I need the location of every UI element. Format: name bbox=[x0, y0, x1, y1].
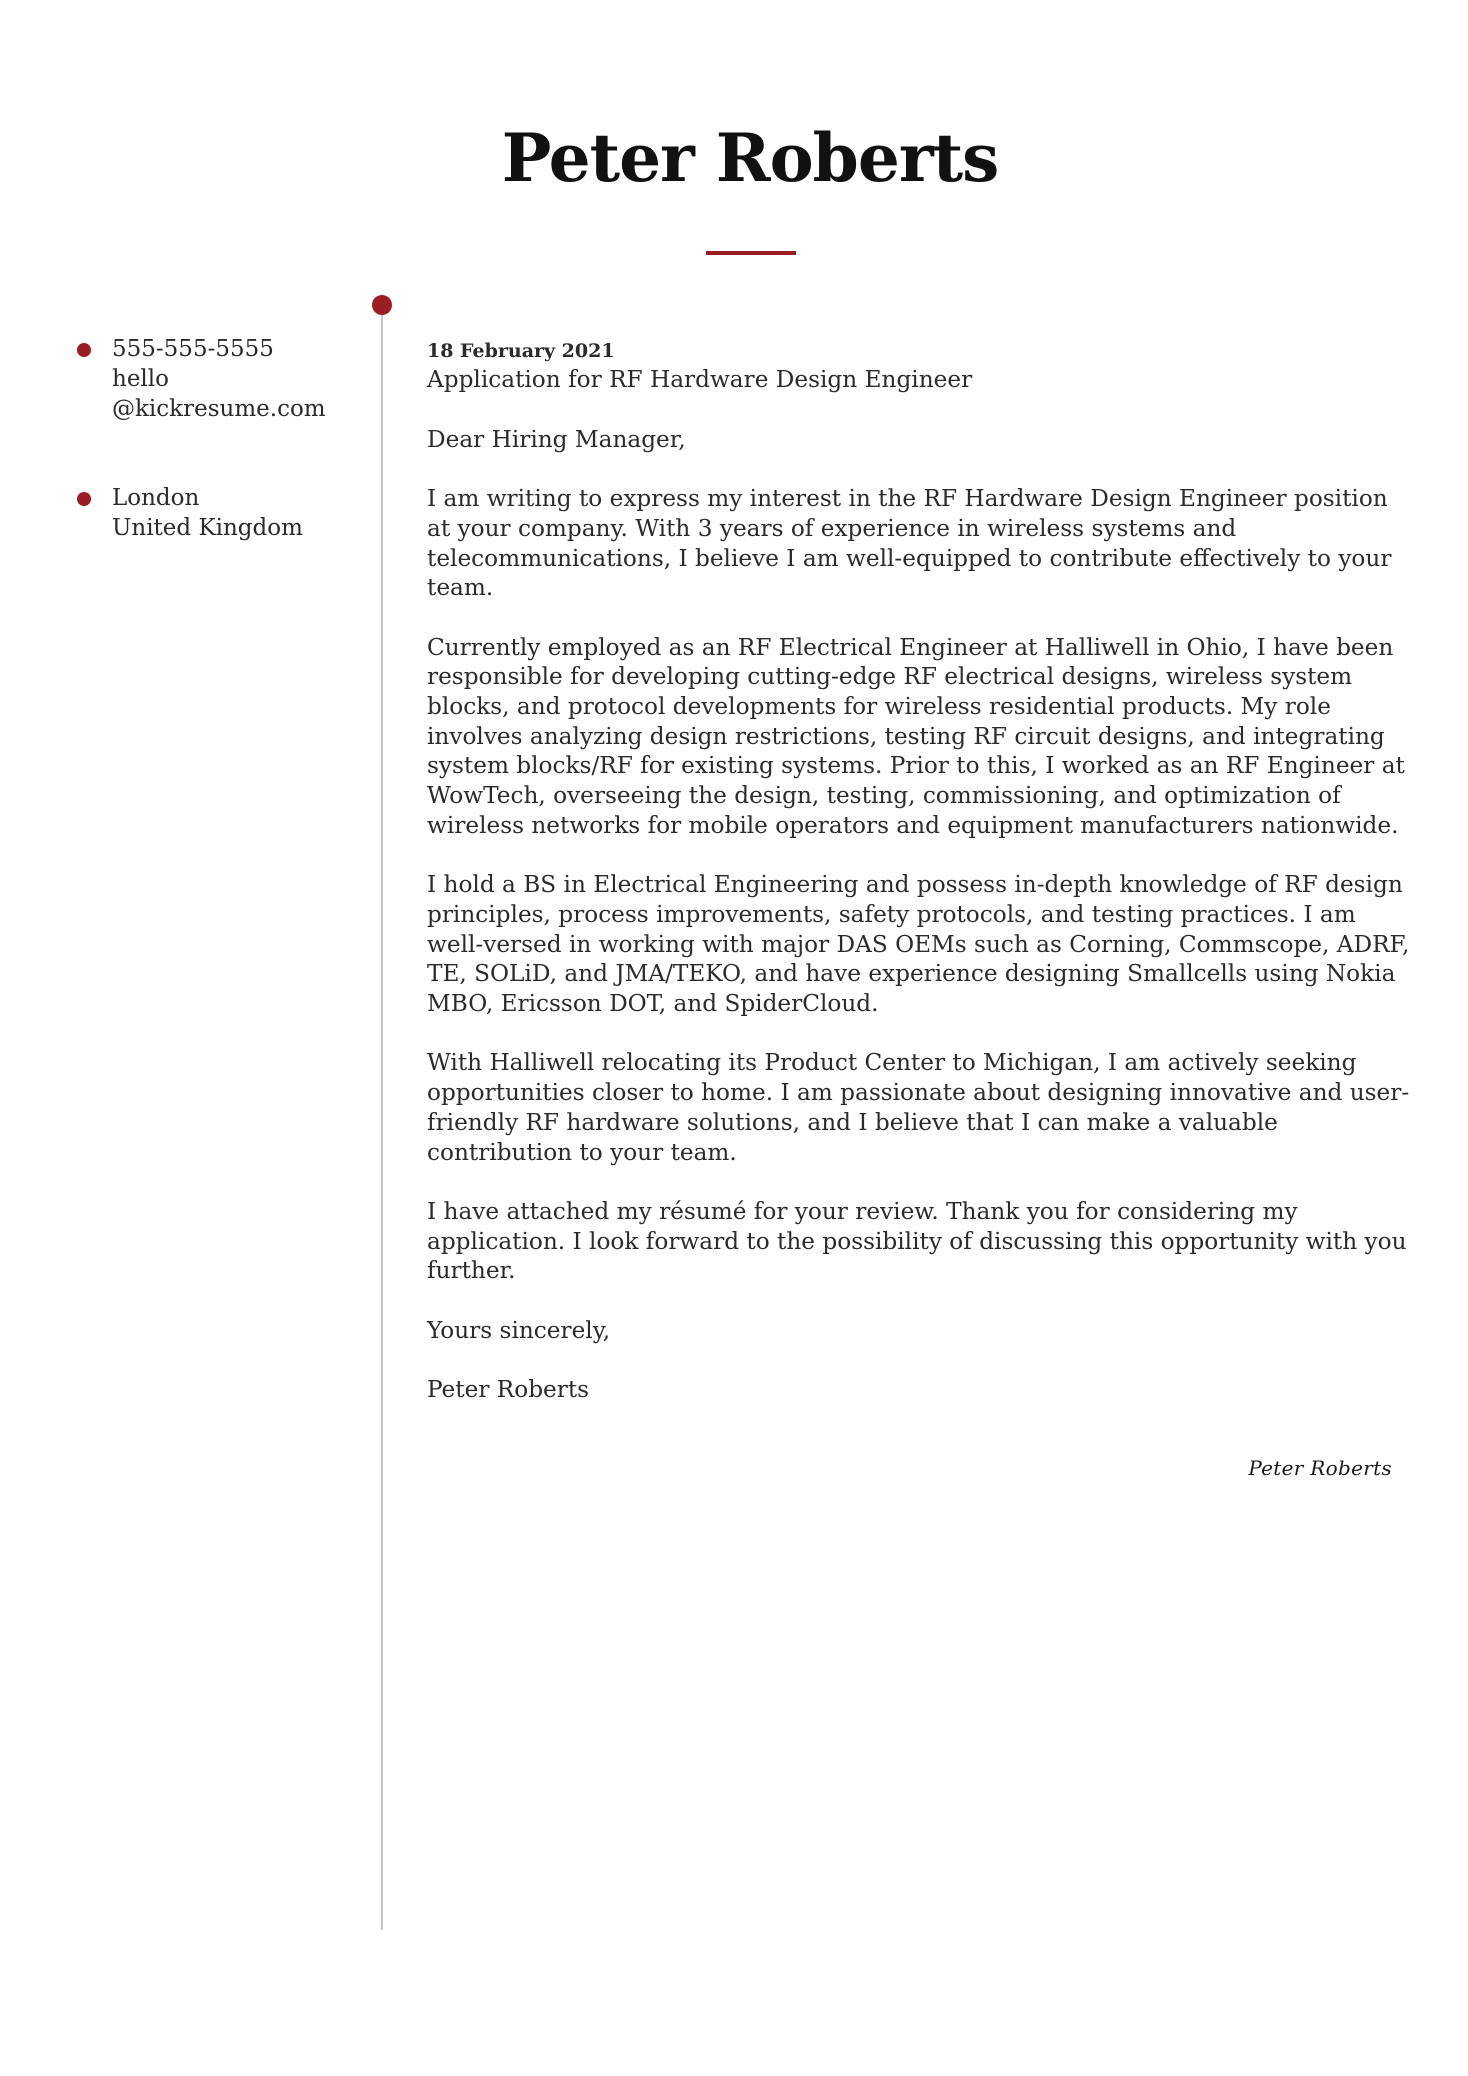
contact-phone: 555-555-5555 bbox=[112, 336, 274, 362]
contact-email-line1: hello bbox=[112, 366, 169, 392]
applicant-name: Peter Roberts bbox=[501, 119, 999, 197]
letter-paragraph-1: I am writing to express my interest in the RF Hardware Design Engineer position at your company. With 3 years of experience in wireless systems and telecommunications, I believe I am well-equipped to contribute effectively to your team. bbox=[427, 485, 1392, 602]
letter-paragraph-3: I hold a BS in Electrical Engineering and possess in-depth knowledge of RF design principles, process improvements, safety protocols, and testing practices. I am well-versed in working with major DAS OEMs such as Corning, Commscope, ADRF, TE, SOLiD, and JMA/TEKO, and have experience designing Smallcells using Nokia MBO, Ericsson DOT, and SpiderCloud. bbox=[427, 871, 1410, 1018]
contact-country: United Kingdom bbox=[112, 515, 303, 541]
letter-closing: Yours sincerely, bbox=[427, 1316, 611, 1344]
contact-block-location bbox=[84, 483, 344, 543]
handwritten-signature: Peter Roberts bbox=[1248, 1456, 1392, 1480]
letter-greeting: Dear Hiring Manager, bbox=[427, 425, 686, 453]
letter-body bbox=[427, 338, 1417, 1434]
letter-date: 18 February 2021 bbox=[427, 340, 615, 362]
contact-block-phone-email bbox=[84, 334, 344, 424]
letter-paragraph-2: Currently employed as an RF Electrical Engineer at Halliwell in Ohio, I have been responsible for developing cutting-edge RF electrical designs, wireless system blocks, and protocol developments for wireless residential products. My role involves analyzing design restrictions, testing RF circuit designs, and integrating system blocks/RF for existing systems. Prior to this, I worked as an RF Engineer at WowTech, overseeing the design, testing, commissioning, and optimization of wireless networks for mobile operators and equipment manufacturers nationwide. bbox=[427, 633, 1405, 839]
contact-email-line2: @kickresume.com bbox=[112, 396, 326, 422]
bullet-dot-icon bbox=[77, 343, 91, 357]
letter-subject: Application for RF Hardware Design Engineer bbox=[427, 366, 973, 393]
letter-sender-name: Peter Roberts bbox=[427, 1376, 590, 1404]
timeline-divider bbox=[381, 305, 383, 1930]
contact-city: London bbox=[112, 485, 200, 511]
timeline-dot-icon bbox=[372, 295, 392, 315]
letter-paragraph-5: I have attached my résumé for your review. Thank you for considering my application. I look forward to the possibility of discussing this opportunity with you further. bbox=[427, 1197, 1407, 1285]
letter-paragraph-4: With Halliwell relocating its Product Center to Michigan, I am actively seeking opportunities closer to home. I am passionate about designing innovative and user-friendly RF hardware solutions, and I believe that I can make a valuable contribution to your team. bbox=[427, 1049, 1410, 1166]
bullet-dot-icon bbox=[77, 492, 91, 506]
name-underline-accent bbox=[706, 251, 796, 255]
